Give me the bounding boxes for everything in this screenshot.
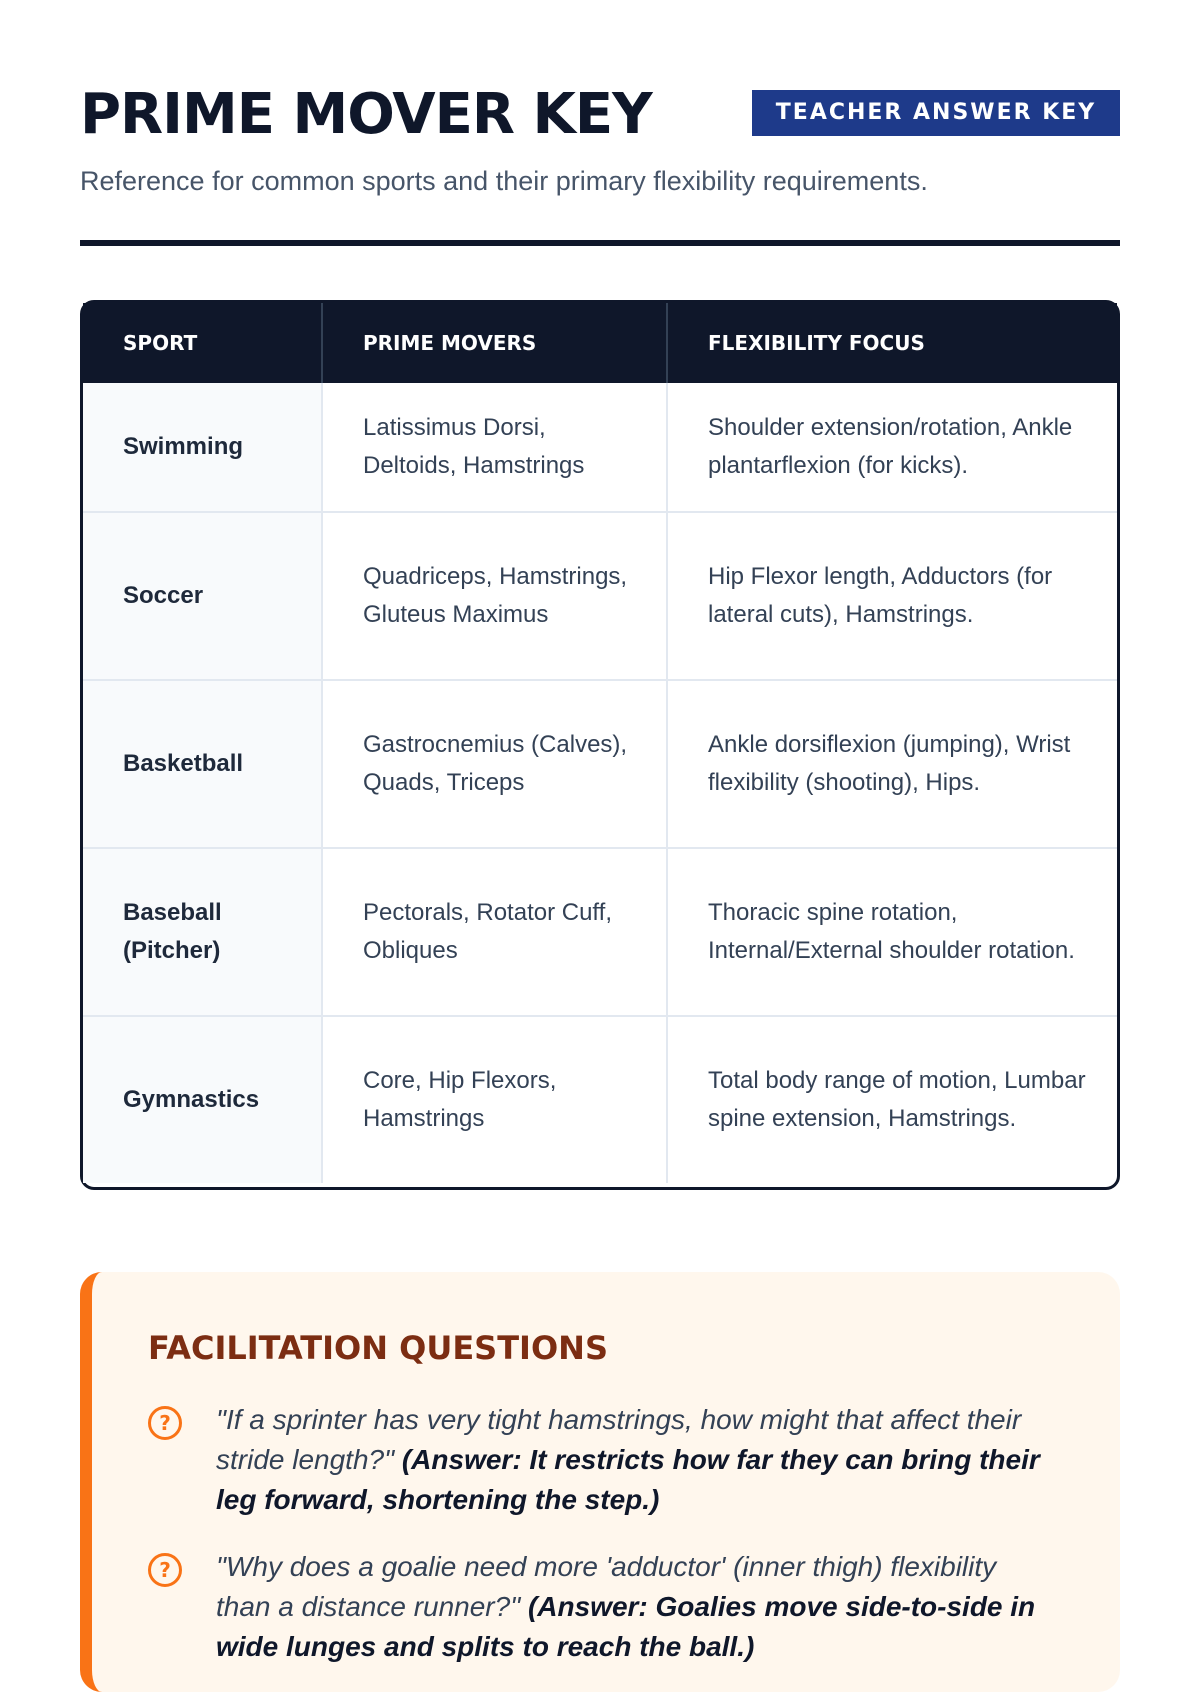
teacher-answer-key-badge: TEACHER ANSWER KEY bbox=[752, 90, 1120, 136]
table-row bbox=[83, 512, 1117, 680]
question-prompt: "Why does a goalie need more 'adductor' (inner thigh) flexibility than a distance runner?" bbox=[216, 1551, 997, 1622]
flexibility-focus-cell: Total body range of motion, Lumbar spine extension, Hamstrings. bbox=[667, 1016, 1117, 1183]
prime-movers-cell: Pectorals, Rotator Cuff, Obliques bbox=[322, 848, 667, 1016]
flexibility-focus-cell: Ankle dorsiflexion (jumping), Wrist flexibility (shooting), Hips. bbox=[667, 680, 1117, 848]
header bbox=[80, 82, 1120, 148]
question-answer: (Answer: It restricts how far they can bring their leg forward, shortening the step.) bbox=[216, 1444, 1040, 1515]
column-header-flexibility-focus: FLEXIBILITY FOCUS bbox=[667, 303, 1117, 383]
question-answer: (Answer: Goalies move side-to-side in wide lunges and splits to reach the ball.) bbox=[216, 1591, 1036, 1662]
column-header-prime-movers: PRIME MOVERS bbox=[322, 303, 667, 383]
flexibility-focus-cell: Thoracic spine rotation, Internal/External shoulder rotation. bbox=[667, 848, 1117, 1016]
flexibility-focus-cell: Hip Flexor length, Adductors (for lateral cuts), Hamstrings. bbox=[667, 512, 1117, 680]
question-text bbox=[216, 1400, 1048, 1520]
sport-cell: Baseball (Pitcher) bbox=[83, 848, 322, 1016]
table-row bbox=[83, 848, 1117, 1016]
header-divider bbox=[80, 240, 1120, 246]
sport-cell: Gymnastics bbox=[83, 1016, 322, 1183]
prime-movers-cell: Core, Hip Flexors, Hamstrings bbox=[322, 1016, 667, 1183]
question-prompt: "If a sprinter has very tight hamstrings, how might that affect their stride length?" bbox=[216, 1404, 1022, 1475]
facilitation-title: FACILITATION QUESTIONS bbox=[148, 1329, 608, 1367]
sport-cell: Soccer bbox=[83, 512, 322, 680]
prime-movers-cell: Quadriceps, Hamstrings, Gluteus Maximus bbox=[322, 512, 667, 680]
question-text bbox=[216, 1547, 1048, 1667]
facilitation-questions-callout bbox=[80, 1272, 1120, 1692]
prime-movers-cell: Latissimus Dorsi, Deltoids, Hamstrings bbox=[322, 383, 667, 512]
flexibility-focus-cell: Shoulder extension/rotation, Ankle plantarflexion (for kicks). bbox=[708, 414, 1073, 479]
column-header-sport: SPORT bbox=[83, 303, 322, 383]
page-subtitle: Reference for common sports and their primary flexibility requirements. bbox=[80, 166, 928, 196]
table-header-row bbox=[83, 303, 1117, 383]
sport-cell: Swimming bbox=[83, 383, 322, 512]
table-row bbox=[83, 383, 1117, 512]
table-row bbox=[83, 1016, 1117, 1183]
prime-mover-table bbox=[80, 300, 1120, 1190]
prime-movers-cell: Gastrocnemius (Calves), Quads, Triceps bbox=[322, 680, 667, 848]
table-row bbox=[83, 680, 1117, 848]
question-mark-icon: ? bbox=[148, 1553, 182, 1587]
page-title: PRIME MOVER KEY bbox=[80, 82, 652, 147]
sport-cell: Basketball bbox=[83, 680, 322, 848]
question-mark-icon: ? bbox=[148, 1406, 182, 1440]
